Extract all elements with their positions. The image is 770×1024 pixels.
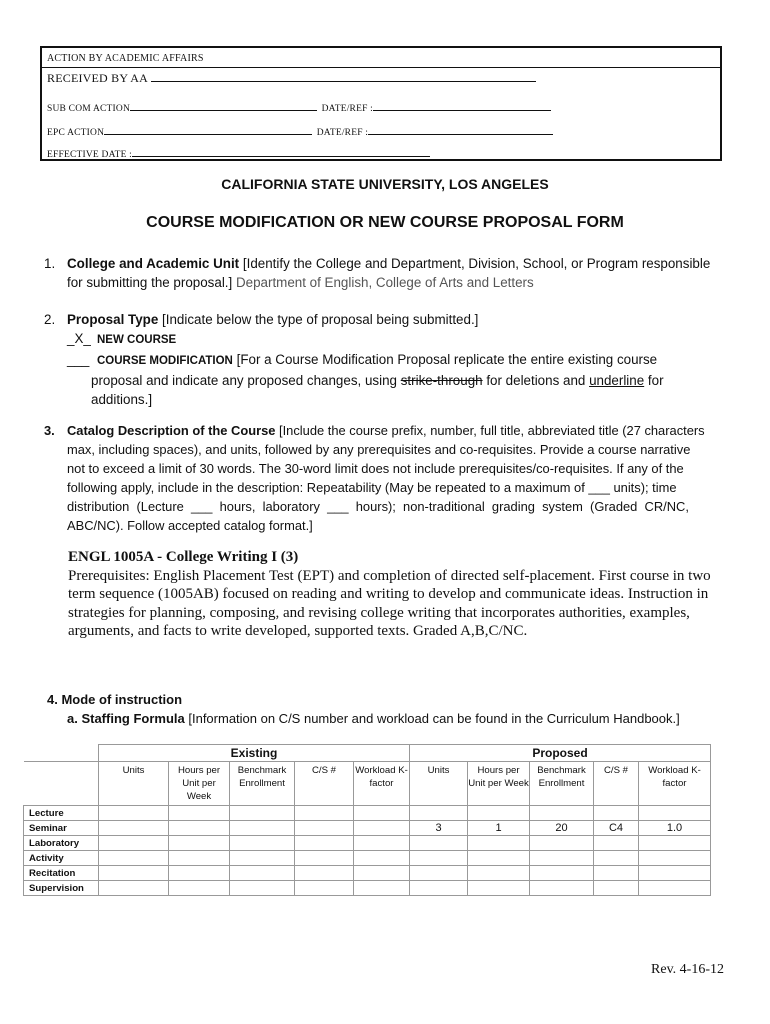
staffing-table [23, 744, 711, 896]
existing-cell[interactable] [354, 851, 410, 866]
modification-instruction: for deletions and [486, 373, 586, 388]
section-instruction: for submitting the proposal.] [67, 275, 233, 290]
existing-cell[interactable] [169, 851, 230, 866]
section-instruction: ABC/NC). Follow accepted catalog format.] [67, 518, 313, 533]
existing-cell[interactable] [99, 806, 169, 821]
date-ref-field-1[interactable] [373, 101, 551, 111]
modification-instruction: additions.] [91, 392, 153, 407]
proposed-cell[interactable] [530, 806, 594, 821]
proposed-cell[interactable] [530, 836, 594, 851]
existing-cell[interactable] [295, 866, 354, 881]
section-heading: Proposal Type [67, 312, 159, 327]
sub-com-row [47, 101, 551, 114]
proposed-cell[interactable] [594, 806, 639, 821]
proposed-cell[interactable] [530, 881, 594, 896]
section-instruction: not to exceed a limit of 30 words. The 30-word limit does not include prerequisites/co-requisites. If any of the [67, 461, 684, 476]
existing-cell[interactable] [295, 821, 354, 836]
table-row [24, 821, 711, 836]
proposed-cell[interactable] [639, 836, 711, 851]
section-instruction: [Identify the College and Department, Division, School, or Program responsible [242, 256, 711, 271]
existing-cell[interactable] [169, 866, 230, 881]
corner-cell [24, 762, 99, 806]
proposed-header: Proposed [410, 745, 711, 762]
section-instruction: following apply, include in the description: Repeatability (May be repeated to a maximum of ___ units); time [67, 480, 677, 495]
proposed-cell[interactable] [594, 866, 639, 881]
course-description-line: term sequence (1005AB) focused on reading and writing to develop and communicate ideas. Instruction in [68, 586, 709, 602]
proposed-cell[interactable]: 1.0 [639, 821, 711, 836]
section-instruction: [Include the course prefix, number, full title, abbreviated title (27 characters [279, 423, 705, 438]
existing-cell[interactable] [99, 881, 169, 896]
proposed-cell[interactable] [410, 881, 468, 896]
existing-cell[interactable] [99, 821, 169, 836]
modification-instruction: for [647, 373, 664, 388]
college-unit-answer[interactable]: Department of English, College of Arts and Letters [235, 275, 534, 290]
row-label: Activity [24, 851, 99, 866]
table-row [24, 881, 711, 896]
existing-cell[interactable] [295, 881, 354, 896]
corner-cell [24, 745, 99, 762]
section-catalog-description [44, 421, 734, 535]
course-modification-checkbox[interactable]: ___ [67, 352, 90, 367]
epc-action-label: EPC ACTION [47, 128, 105, 138]
existing-cell[interactable] [230, 806, 295, 821]
existing-cell[interactable] [169, 806, 230, 821]
existing-cell[interactable] [295, 806, 354, 821]
proposed-cell[interactable] [639, 806, 711, 821]
proposed-column-header: Workload K-factor [639, 762, 711, 806]
course-description-line: Prerequisites: English Placement Test (EPT) and completion of directed self-placement. First course in two [68, 567, 711, 584]
section-instruction: [Information on C/S number and workload can be found in the Curriculum Handbook.] [188, 711, 680, 726]
existing-cell[interactable] [230, 851, 295, 866]
date-ref-label-2: DATE/REF : [316, 128, 369, 138]
existing-cell[interactable] [99, 836, 169, 851]
form-title: COURSE MODIFICATION OR NEW COURSE PROPOSAL FORM [146, 214, 624, 231]
table-row [24, 866, 711, 881]
section-college-unit [44, 254, 734, 292]
date-ref-label-1: DATE/REF : [321, 104, 373, 114]
proposed-cell[interactable] [468, 851, 530, 866]
existing-cell[interactable] [354, 836, 410, 851]
row-label: Supervision [24, 881, 99, 896]
section-number: 1. [44, 256, 56, 271]
staffing-formula-heading: a. Staffing Formula [67, 711, 185, 726]
existing-cell[interactable] [99, 866, 169, 881]
proposed-column-header: Units [410, 762, 468, 806]
section-heading: College and Academic Unit [67, 256, 240, 271]
course-title: ENGL 1005A - College Writing I (3) [68, 549, 299, 565]
existing-cell[interactable] [354, 881, 410, 896]
row-label: Seminar [24, 821, 99, 836]
university-name: CALIFORNIA STATE UNIVERSITY, LOS ANGELES [221, 176, 549, 192]
table-body [24, 806, 711, 896]
table-row [24, 836, 711, 851]
effective-date-label: EFFECTIVE DATE : [47, 150, 133, 160]
section-heading: Catalog Description of the Course [67, 423, 276, 438]
existing-cell[interactable] [354, 806, 410, 821]
section-instruction: distribution (Lecture ___ hours, laboratory ___ hours); non-traditional grading system (Graded CR/NC, [67, 499, 689, 514]
existing-cell[interactable] [354, 821, 410, 836]
modification-instruction: proposal and indicate any proposed changes, using [91, 373, 397, 388]
course-description[interactable] [68, 548, 738, 641]
date-ref-field-2[interactable] [368, 125, 553, 135]
received-by-row [47, 71, 536, 86]
row-label: Lecture [24, 806, 99, 821]
existing-cell[interactable] [230, 881, 295, 896]
table-row [24, 806, 711, 821]
modification-instruction: [For a Course Modification Proposal replicate the entire existing course [236, 352, 658, 367]
revision-date: Rev. 4-16-12 [651, 962, 724, 977]
proposed-column-header: Hours per Unit per Week [468, 762, 530, 806]
received-by-label: RECEIVED BY AA [47, 71, 148, 85]
proposed-cell[interactable]: 20 [530, 821, 594, 836]
proposed-column-header: Benchmark Enrollment [530, 762, 594, 806]
proposed-cell[interactable] [594, 836, 639, 851]
proposed-cell[interactable] [594, 851, 639, 866]
existing-cell[interactable] [354, 866, 410, 881]
existing-cell[interactable] [230, 866, 295, 881]
received-by-field[interactable] [151, 72, 536, 82]
underline-example: underline [589, 373, 645, 388]
proposed-cell[interactable] [410, 851, 468, 866]
section-number: 3. [44, 423, 55, 438]
existing-cell[interactable] [169, 836, 230, 851]
new-course-label: NEW COURSE [97, 334, 177, 346]
column-header-row [24, 762, 711, 806]
proposed-cell[interactable] [530, 851, 594, 866]
existing-column-header: Workload K-factor [354, 762, 410, 806]
proposed-cell[interactable] [639, 881, 711, 896]
effective-date-field[interactable] [132, 147, 430, 157]
existing-cell[interactable] [169, 821, 230, 836]
existing-column-header: Hours per Unit per Week [169, 762, 230, 806]
section-instruction: max, including spaces), and units, followed by any prerequisites and co-requisites. Provide a course narrative [67, 442, 691, 457]
epc-action-field[interactable] [104, 125, 312, 135]
existing-column-header: Units [99, 762, 169, 806]
section-instruction: [Indicate below the type of proposal being submitted.] [162, 312, 479, 327]
course-description-line: arguments, and facts to write developed, supported texts. Graded A,B,C/NC. [68, 623, 528, 639]
effective-date-row [47, 147, 430, 160]
section-number: 2. [44, 312, 56, 327]
proposed-cell[interactable] [468, 866, 530, 881]
proposed-cell[interactable] [530, 866, 594, 881]
course-modification-label: COURSE MODIFICATION [97, 355, 233, 367]
proposed-cell[interactable] [639, 851, 711, 866]
proposed-cell[interactable] [410, 806, 468, 821]
existing-cell[interactable] [99, 851, 169, 866]
proposed-cell[interactable] [468, 836, 530, 851]
proposed-cell[interactable] [410, 866, 468, 881]
section-proposal-type [44, 310, 734, 409]
existing-cell[interactable] [230, 836, 295, 851]
existing-column-header: Benchmark Enrollment [230, 762, 295, 806]
strike-through-example: strike-through [400, 373, 483, 388]
proposed-cell[interactable]: 3 [410, 821, 468, 836]
academic-affairs-box [40, 46, 722, 161]
proposed-cell[interactable] [468, 806, 530, 821]
action-by-label: ACTION BY ACADEMIC AFFAIRS [47, 53, 204, 64]
sub-com-action-label: SUB COM ACTION [47, 104, 131, 114]
table-row [24, 851, 711, 866]
existing-cell[interactable] [295, 836, 354, 851]
section-heading: 4. Mode of instruction [47, 692, 183, 707]
existing-column-header: C/S # [295, 762, 354, 806]
proposed-cell[interactable]: 1 [468, 821, 530, 836]
proposed-column-header: C/S # [594, 762, 639, 806]
proposed-cell[interactable] [639, 866, 711, 881]
existing-header: Existing [99, 745, 410, 762]
existing-cell[interactable] [169, 881, 230, 896]
row-label: Recitation [24, 866, 99, 881]
existing-cell[interactable] [295, 851, 354, 866]
proposed-cell[interactable] [410, 836, 468, 851]
course-description-line: strategies for planning, composing, and revising college writing that incorporates authorities, examples, [68, 604, 690, 621]
section-mode-of-instruction [47, 690, 680, 728]
existing-cell[interactable] [230, 821, 295, 836]
proposed-cell[interactable] [594, 881, 639, 896]
epc-row [47, 125, 553, 138]
new-course-checkbox[interactable]: _X_ [67, 331, 91, 346]
sub-com-action-field[interactable] [130, 101, 317, 111]
proposed-cell[interactable]: C4 [594, 821, 639, 836]
proposed-cell[interactable] [468, 881, 530, 896]
row-label: Laboratory [24, 836, 99, 851]
